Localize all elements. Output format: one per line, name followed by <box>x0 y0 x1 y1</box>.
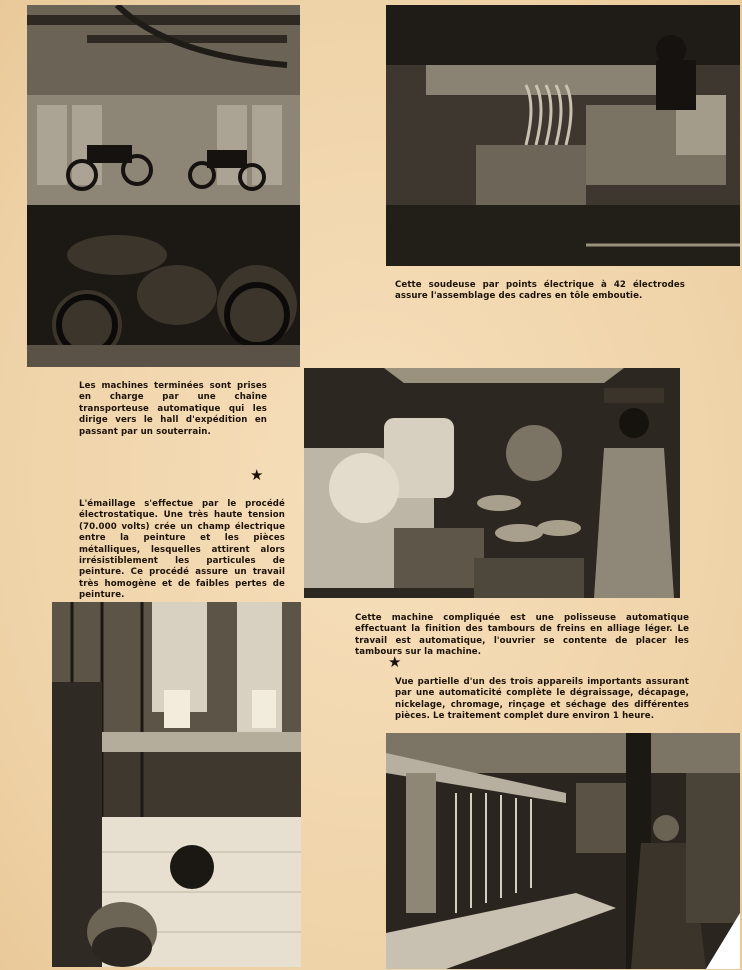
caption-finished-machines: Les machines terminées sont prises en charge par une chaîne transporteuse automatique qui les dirige vers le hall d'expédition en passant par un souterrain. <box>79 381 267 437</box>
caption-spot-welder: Cette soudeuse par points électrique à 42 électrodes assure l'assemblage des cadres en tôle emboutie. <box>395 280 685 302</box>
photo-motorcycles-conveyor <box>27 5 300 367</box>
star-separator-2: ★ <box>388 653 402 671</box>
photo-treatment-line <box>386 733 740 969</box>
photo-enamelling-line <box>52 602 301 967</box>
caption-electrostatic-enamelling: L'émaillage s'effectue par le procédé électrostatique. Une très haute tension (70.000 volts) crée un champ électrique entre la peinture et les pièces métalliques, lesquelles attirent alors irrésistiblement les particules de peinture. Ce procédé assure un travail très homogène et de faibles pertes de peinture. <box>79 499 285 601</box>
caption-treatment-equipment: Vue partielle d'un des trois appareils importants assurant par une automaticité complète le dégraissage, décapage, nickelage, chromage, rinçage et séchage des différentes pièces. Le traitement complet dure environ 1 heure. <box>395 677 689 722</box>
caption-polishing-machine: Cette machine compliquée est une polisseuse automatique effectuant la finition des tambours de freins en alliage léger. Le travail est automatique, l'ouvrier se contente de placer les tambours sur la machine. <box>355 613 689 658</box>
photo-polishing-machine <box>304 368 680 598</box>
photo-spot-welder <box>386 5 740 266</box>
star-separator-1: ★ <box>250 466 264 484</box>
